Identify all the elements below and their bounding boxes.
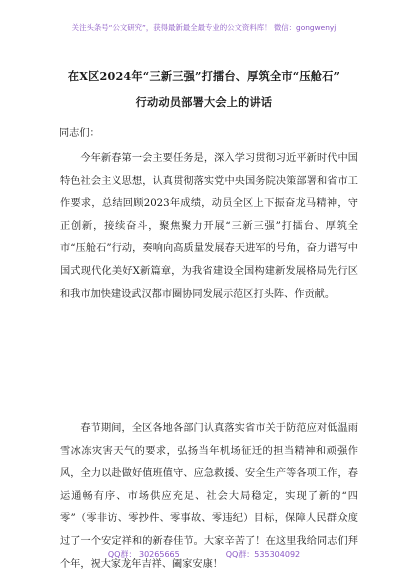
paragraph-1: 今年新春第一会主要任务是，深入学习贯彻习近平新时代中国特色社会主义思想，认真贯彻落实党中央国务院决策部署和省市工作要求，总结回顾2023年成绩，动员全区上下振奋龙马精神，守正创新，接续奋斗，聚焦聚力开展“三新三强”打擂台、厚筑全市“压舱石”行动，奏响向高质量发展春天进军的号角，奋力谱写中国式现代化美好X新篇章，为我省建设全国构建新发展格局先行区和我市加快建设武汉都市圈协同发展示范区打头阵、作贡献。 bbox=[60, 153, 358, 300]
footer-qq-group-2: QQ群：535304092 bbox=[225, 550, 301, 559]
promo-banner: 关注头条号“公文研究”，获得最新最全最专业的公文资料库！ 微信：gongwenyj bbox=[71, 23, 337, 32]
footer-contact bbox=[0, 549, 408, 560]
paragraph-2: 春节期间，全区各地各部门认真落实省市关于防范应对低温雨雪冰冻灾害天气的要求，弘扬当年机场征迁的担当精神和顽强作风，全力以赴做好值班值守、应急救援、安全生产等各项工作，春运通畅有序、市场供应充足、社会大局稳定，实现了新的“四零”（零非访、零抄件、零事故、零违纪）目标，保障人民群众度过了一个安定祥和的新春佳节。大家辛苦了！在这里我给同志们拜个年，祝大家龙年吉祥、阖家安康！ bbox=[60, 423, 358, 570]
salutation: 同志们： bbox=[59, 128, 100, 139]
document-title-line-1: 在X区2024年“三新三强”打擂台、厚筑全市“压舱石” bbox=[67, 69, 341, 83]
document-title-line-2: 行动动员部署大会上的讲话 bbox=[135, 95, 273, 109]
footer-qq-group-1: QQ群： 30265665 bbox=[107, 550, 180, 559]
